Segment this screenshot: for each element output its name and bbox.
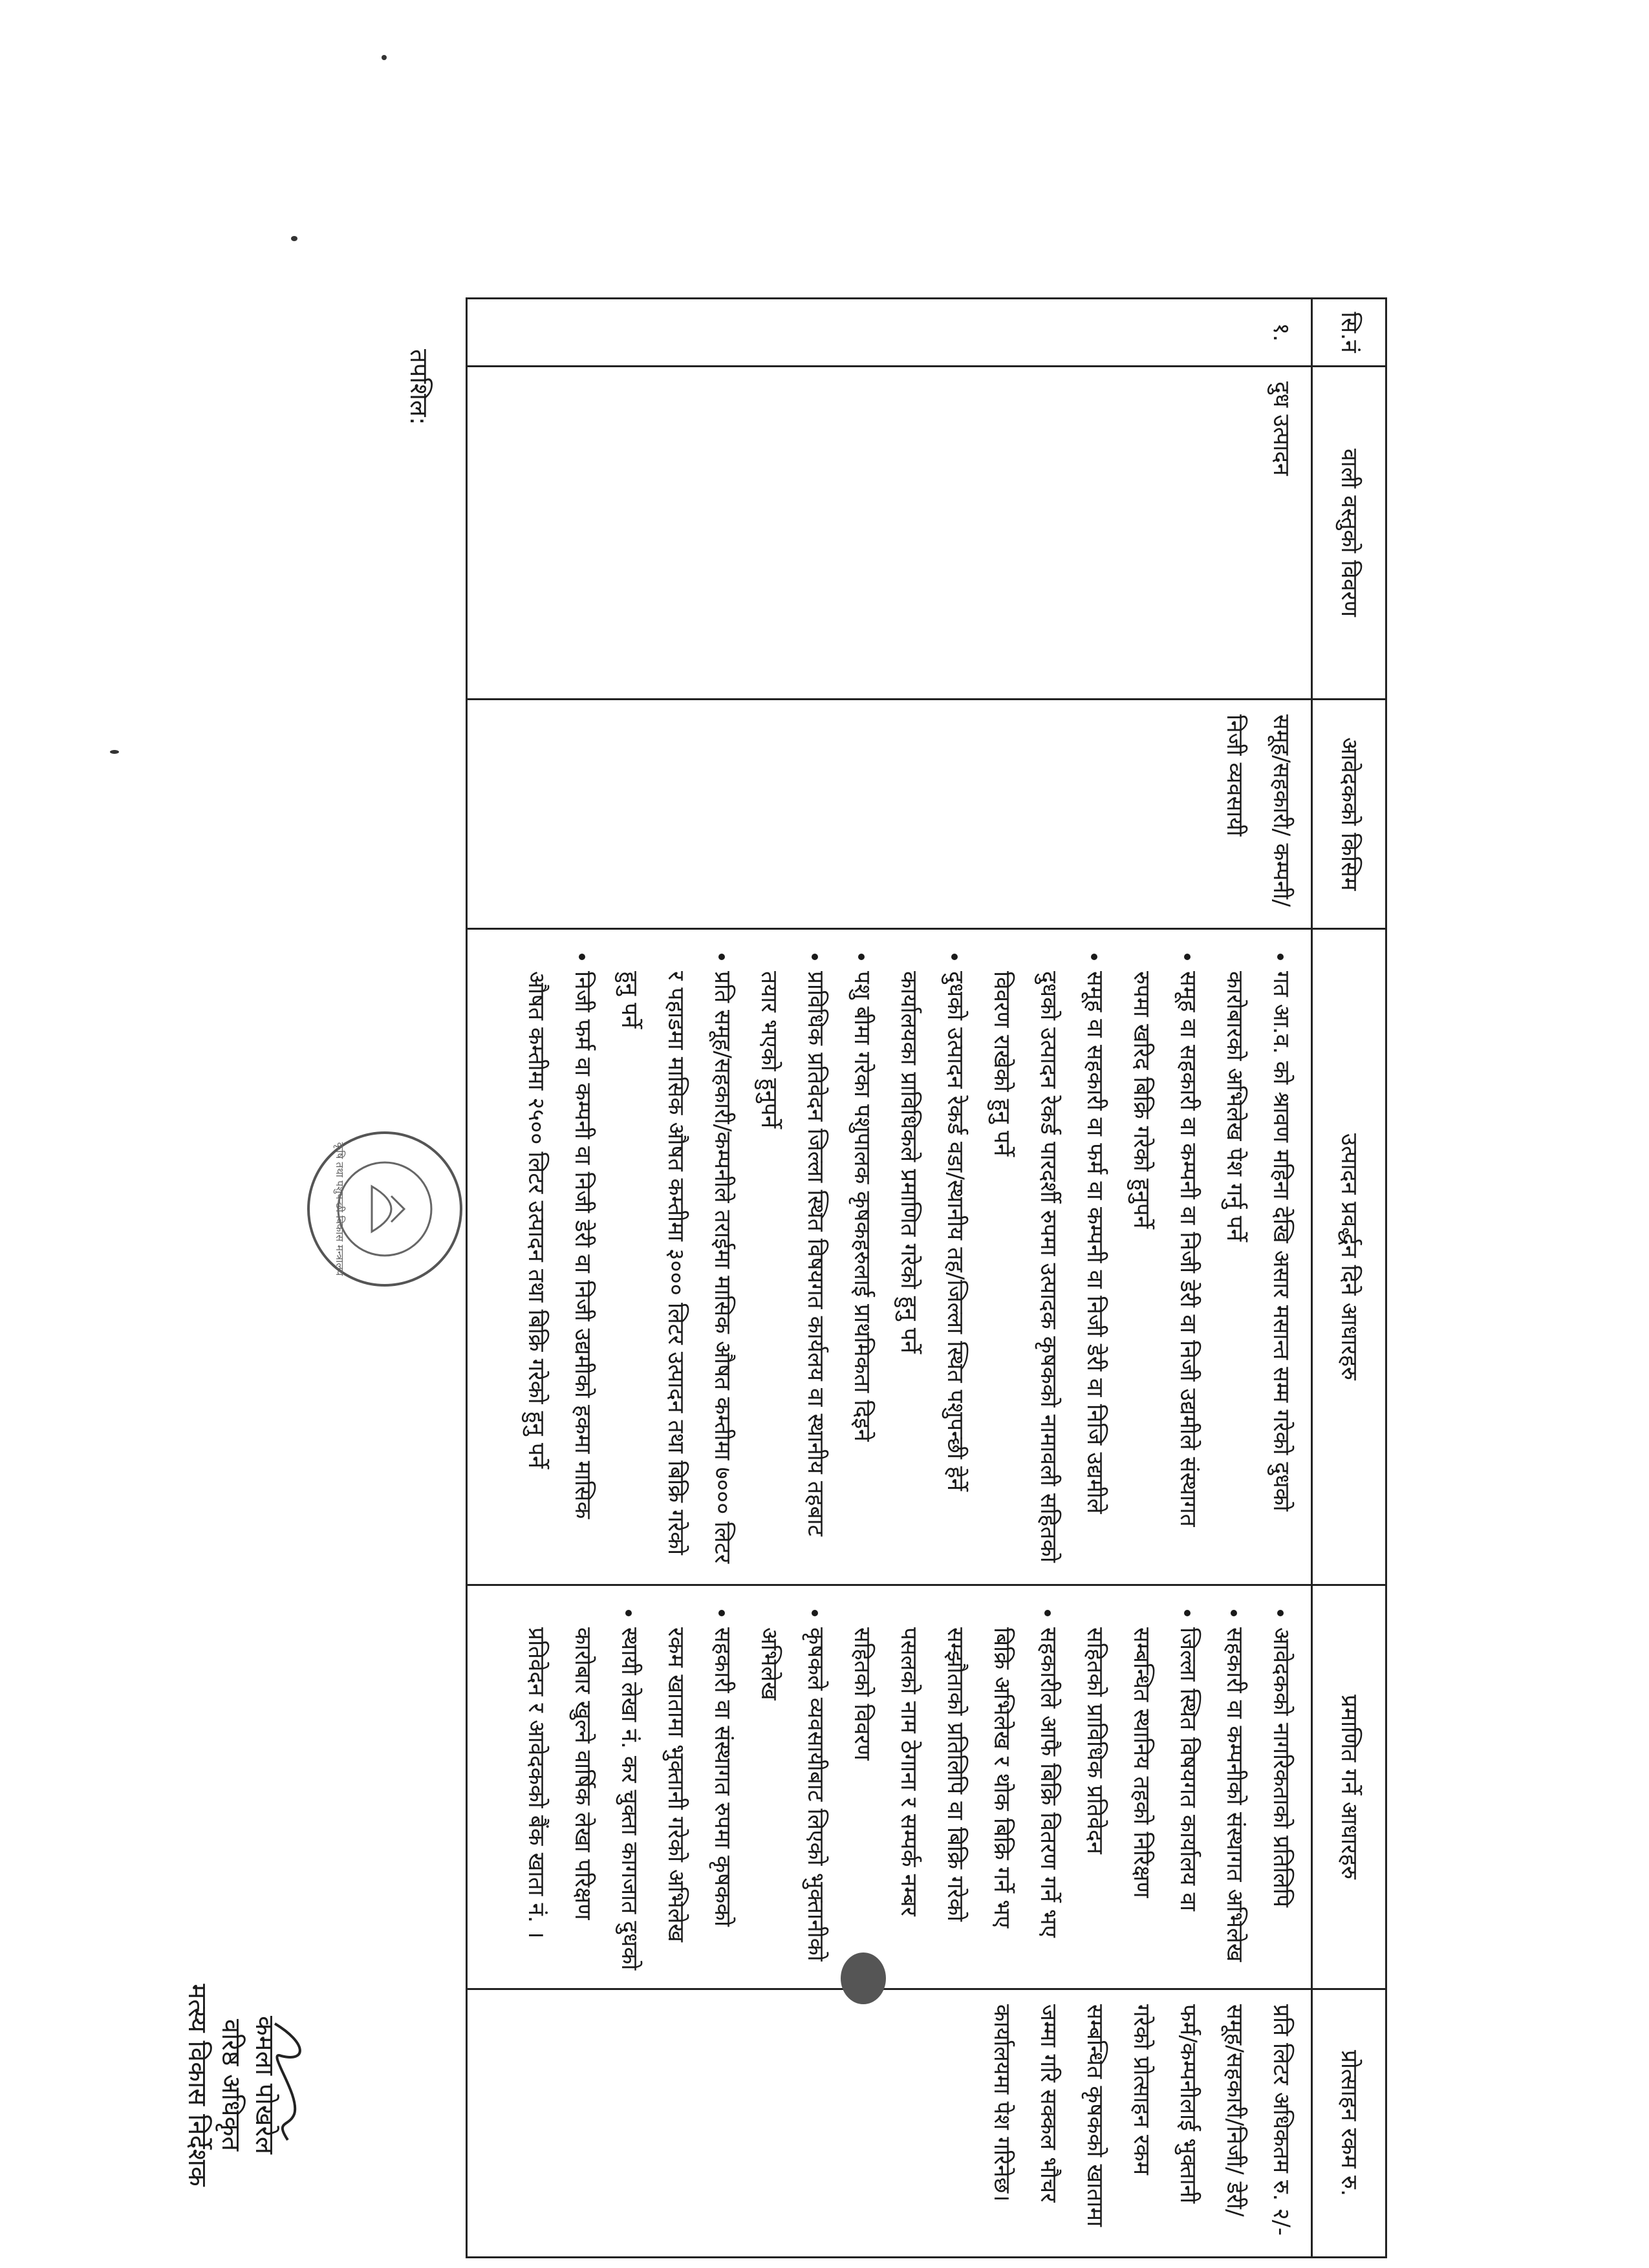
scan-speck bbox=[382, 55, 387, 60]
section-heading: तपशिल: bbox=[405, 349, 433, 425]
list-item: • समूह वा सहकारी वा फर्म वा कम्पनी वा निजी डेरी वा निजि उद्यमीले दुधको उत्पादन रेकर्ड पारदर्शी रुपमा उत्पादक कृषकको नामावली सहितको विवरण राखेको हुनु पर्ने bbox=[978, 971, 1118, 1570]
signature-designation: वरिष्ठ अधिकृत bbox=[216, 2018, 246, 2152]
scan-speck bbox=[291, 236, 297, 241]
header-amount: प्रोत्साहन रकम रु. bbox=[1312, 1989, 1386, 2258]
cell-serial: १. bbox=[467, 299, 1312, 367]
cell-amount: प्रति लिटर अधिकतम रु. २/- समूह/सहकारी/निजी/ डेरी/फर्म/कम्पनीलाई भुक्तानी गरेको प्रोत्साहन रकम सम्बन्धित कृषकको खातामा जम्मा गरि सक्कल भौचर कार्यालयमा पेश गरिनेछ। bbox=[467, 1989, 1312, 2258]
seal-text: कृषि तथा पशुपन्छी विकास मन्त्रालय bbox=[334, 1142, 346, 1276]
basis-list bbox=[513, 944, 1304, 1570]
list-item: • गत आ.व. को श्रावण महिना देखि असार मसान्त सम्म गरेको दुधको कारोबारको अभिलेख पेश गर्नु पर्ने bbox=[1211, 971, 1304, 1570]
header-serial: सि.नं bbox=[1312, 299, 1386, 367]
signature-block bbox=[180, 1949, 281, 2221]
office-seal-icon bbox=[301, 1125, 469, 1293]
list-item: • निजी फर्म वा कम्पनी वा निजी डेरी वा निजी उद्यमीको हकमा मासिक औषत कम्तीमा २५०० लिटर उत्पादन तथा बिक्रि गरेको हुनु पर्ने bbox=[513, 971, 606, 1570]
cell-description: दुध उत्पादन bbox=[467, 367, 1312, 700]
header-proof: प्रमाणित गर्ने आधारहरु bbox=[1312, 1585, 1386, 1989]
cell-applicant-type: समूह/सहकारी/ कम्पनी/निजी व्यवसायी bbox=[467, 700, 1312, 929]
signature-name: कमला पोखरेल bbox=[250, 2015, 279, 2155]
header-description: वाली वस्तुको विवरण bbox=[1312, 367, 1386, 700]
signature-office: मत्स्य विकास निर्देशक bbox=[182, 1984, 212, 2187]
document-sheet bbox=[94, 297, 1387, 2237]
list-item: • आवेदकको नागरिकताको प्रतिलिपि bbox=[1258, 1627, 1304, 1974]
header-applicant-type: आवेदकको किसिम bbox=[1312, 700, 1386, 929]
list-item: • जिल्ला स्थित विषयगत कार्यालय वा सम्बन्धित स्थानिय तहको निरिक्षण सहितको प्राविधिक प्रतिवेदन bbox=[1072, 1627, 1211, 1974]
table-row bbox=[467, 299, 1312, 2258]
header-basis: उत्पादन प्रवर्द्धन दिने आधारहरु bbox=[1312, 929, 1386, 1585]
list-item: • सहकारीले आफै बिक्रि वितरण गर्ने भए बिक्रि अभिलेख र थोक बिक्रि गर्ने भए सम्झौताको प्रतिलिपि वा बिक्रि गरेको पसलको नाम ठेगाना र सम्पर्क नम्बर सहितको विवरण bbox=[839, 1627, 1072, 1974]
proof-list bbox=[513, 1600, 1304, 1974]
scan-blot bbox=[841, 1952, 886, 2004]
scan-speck bbox=[110, 750, 119, 754]
table-header-row bbox=[1312, 299, 1386, 2258]
list-item: • प्रति समूह/सहकारी/कम्पनीले तराईमा मासिक औषत कम्तीमा ७००० लिटर र पहाडमा मासिक औषत कम्तीमा ३००० लिटर उत्पादन तथा बिक्रि गरेको हुनु पर्ने bbox=[606, 971, 746, 1570]
list-item: • सहकारी वा कम्पनीको संस्थागत अभिलेख bbox=[1211, 1627, 1258, 1974]
incentive-table bbox=[466, 297, 1387, 2258]
list-item: • पशु बीमा गरेका पशुपालक कृषकहरुलाई प्राथमिकता दिइने bbox=[839, 971, 885, 1570]
list-item: • प्राविधिक प्रतिवेदन जिल्ला स्थित विषयगत कार्यलय वा स्थानीय तहबाट तयार भएको हुनुपर्ने bbox=[746, 971, 839, 1570]
list-item: • सहकारी वा संस्थागत रुपमा कृषकको रकम खातामा भुक्तानी गरेको अभिलेख bbox=[652, 1627, 746, 1974]
list-item: • दुधको उत्पादन रेकर्ड वडा/स्थानीय तह/जिल्ला स्थित पशुपन्छी हेर्ने कार्यालयका प्राविधिकले प्रमाणित गरेको हुनु पर्ने bbox=[885, 971, 978, 1570]
list-item: • समूह वा सहकारी वा कम्पनी वा निजी डेरी वा निजी उद्यमीले संस्थागत रुपमा खरिद बिक्रि गरेको हुनुपर्ने bbox=[1118, 971, 1211, 1570]
list-item: • स्थायी लेखा नं. कर चुक्ता कागजात दुधको कारोबार खुल्ने वार्षिक लेखा परिक्षण प्रतिवेदन र आवेदकको बैंक खाता नं. । bbox=[513, 1627, 652, 1974]
list-item: • कृषकले व्यवसायीबाट लिएको भुक्तानीको अभिलेख bbox=[746, 1627, 839, 1974]
cell-proof bbox=[467, 1585, 1312, 1989]
cell-basis bbox=[467, 929, 1312, 1585]
